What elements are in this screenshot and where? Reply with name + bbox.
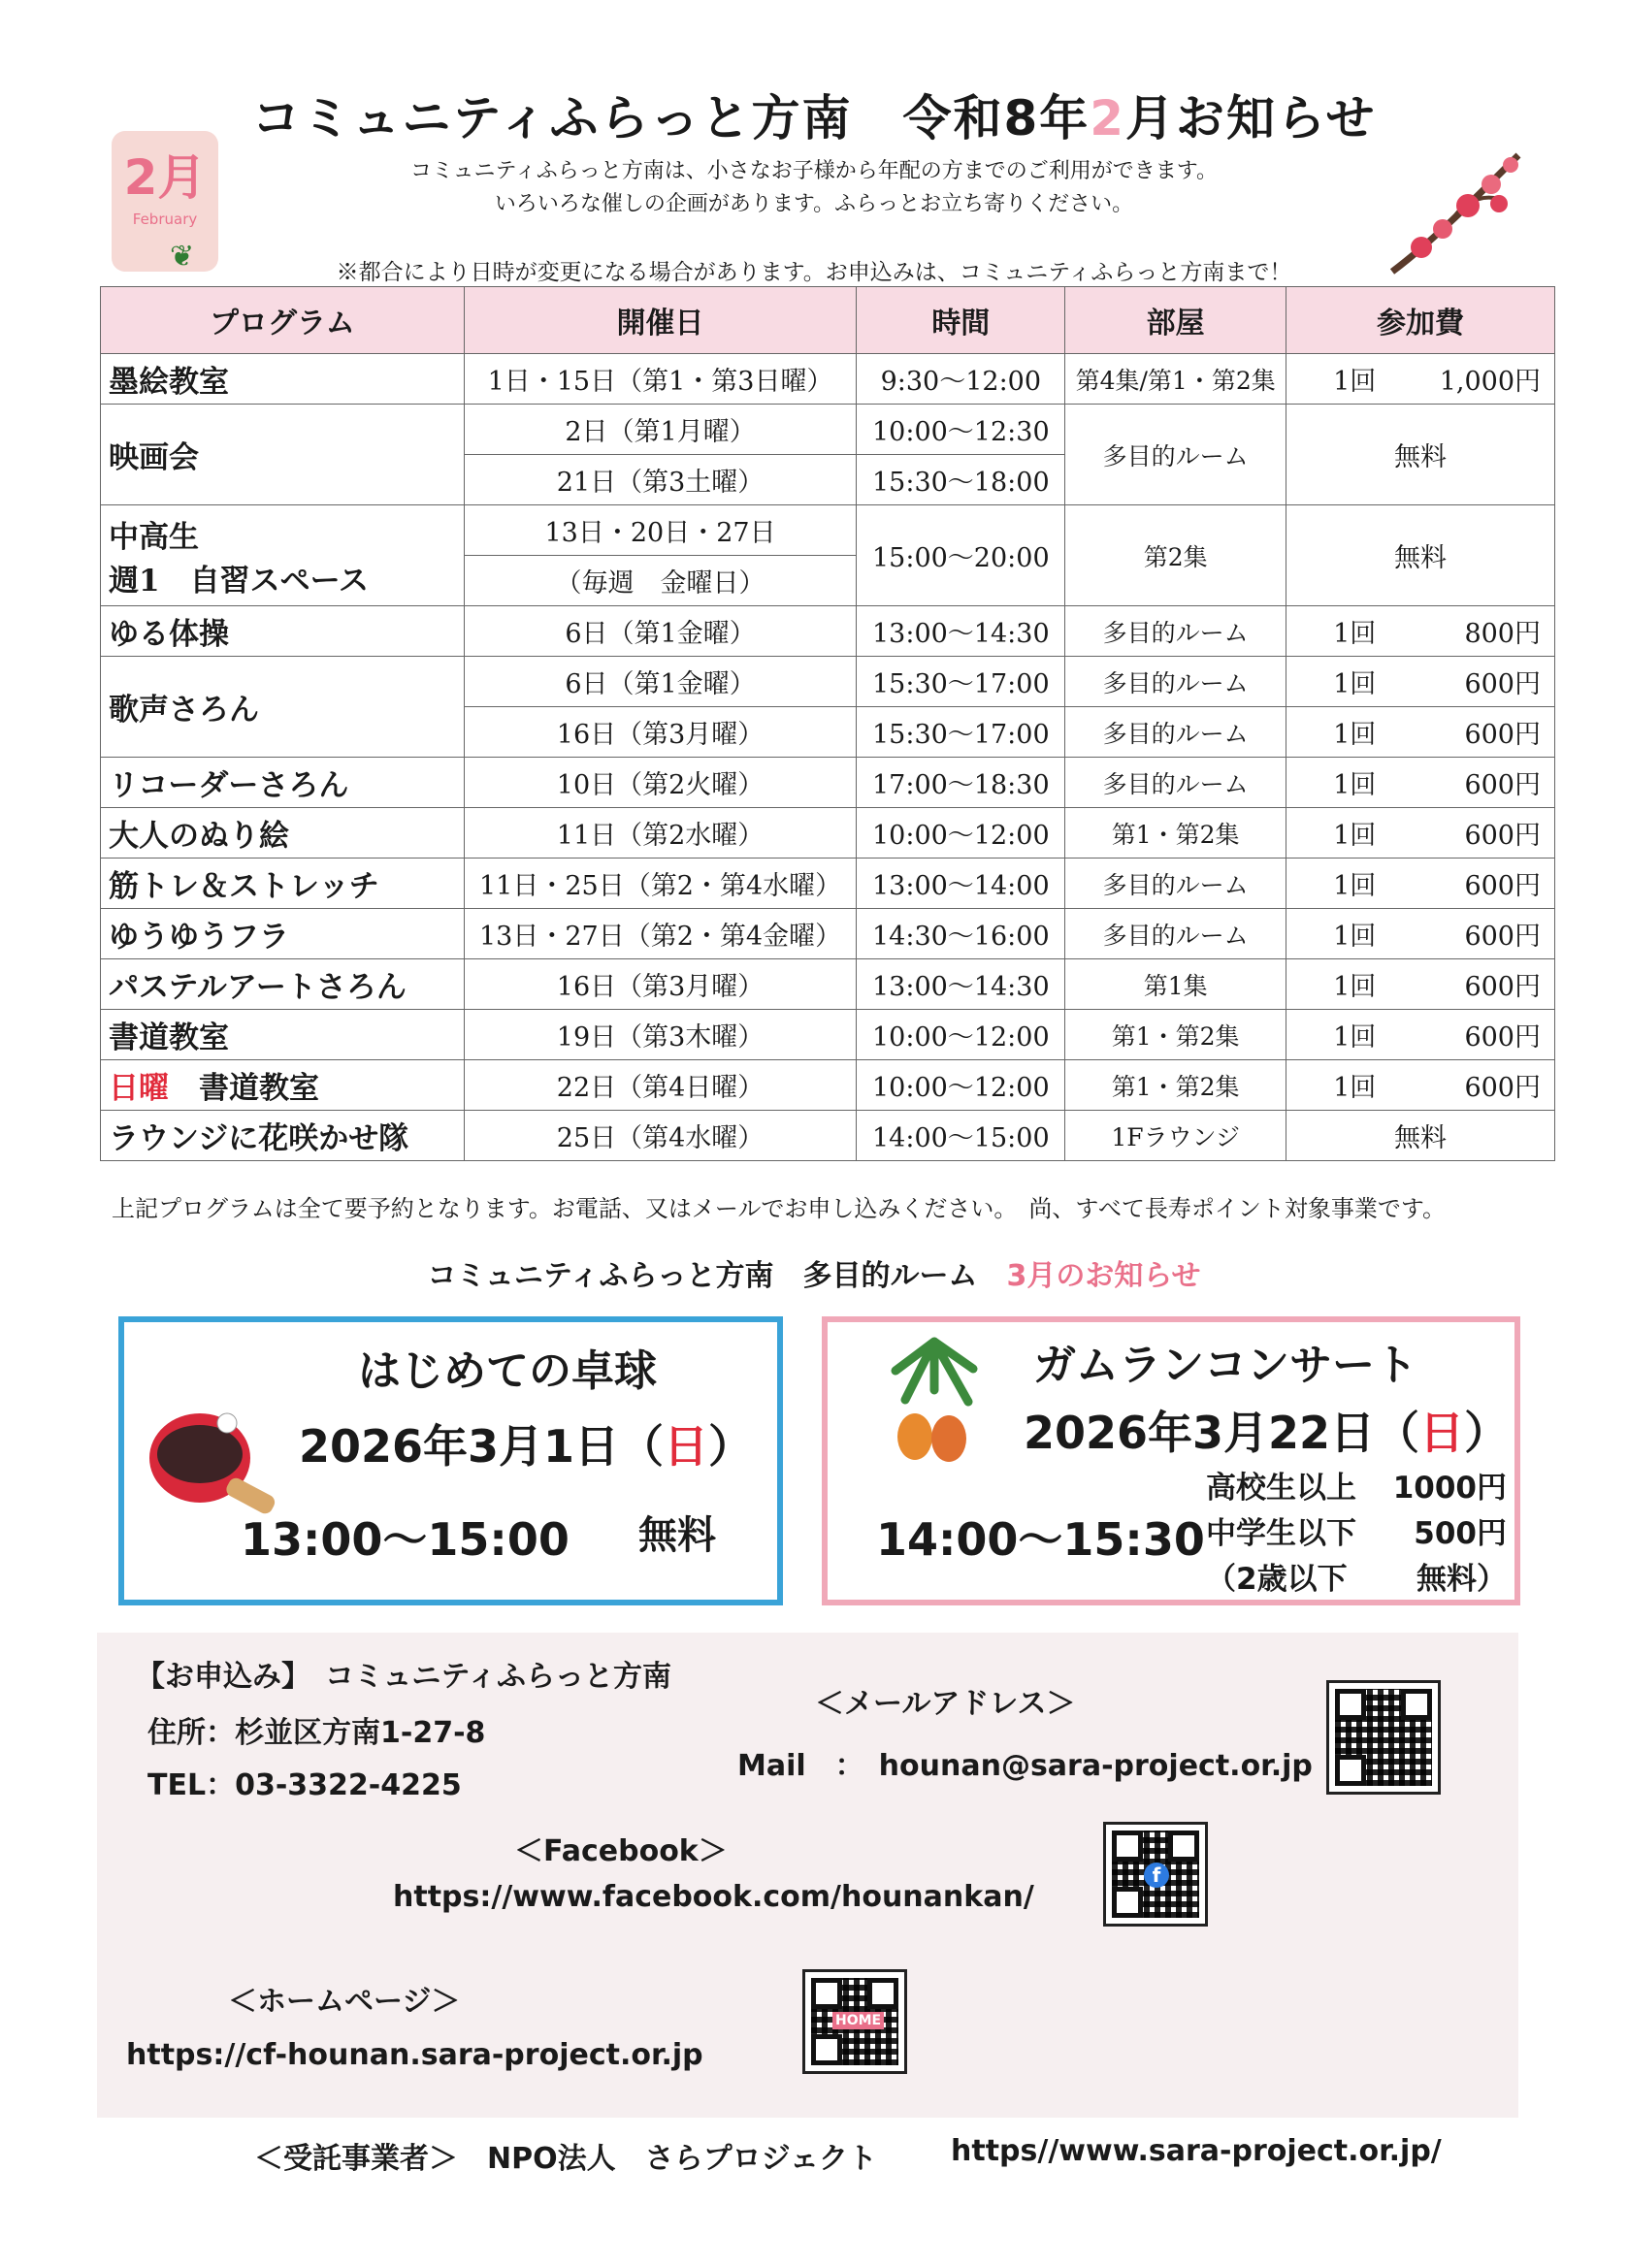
event-table-tennis	[118, 1316, 783, 1605]
facebook-heading: ＜Facebook＞	[514, 1834, 728, 1868]
contact-panel	[97, 1633, 1518, 2118]
table-row: ゆうゆうフラ 13日・27日（第2・第4金曜） 14:30～16:00 多目的ルーム 1回 600円	[101, 909, 1555, 959]
event2-date: 2026年3月22日（日）	[1024, 1407, 1510, 1459]
table-row: パステルアートさろん 16日（第3月曜） 13:00～14:30 第1集 1回 600円	[101, 959, 1555, 1010]
table-row: ゆる体操 6日（第1金曜） 13:00～14:30 多目的ルーム 1回 800円	[101, 606, 1555, 657]
event2-time: 14:00～15:30	[876, 1513, 1205, 1566]
intro-text: コミュニティふらっと方南は、小さなお子様から年配の方までのご利用ができます。 いろいろな催しの企画があります。ふらっとお立ち寄りください。	[409, 159, 1219, 216]
table-row: 書道教室 19日（第3木曜） 10:00～12:00 第1・第2集 1回 600円	[101, 1010, 1555, 1060]
table-row: 映画会 2日（第1月曜） 10:00～12:30 多目的ルーム 無料	[101, 405, 1555, 455]
badge-english: February	[132, 211, 198, 228]
facebook-url[interactable]: https://www.facebook.com/hounankan/	[393, 1880, 1034, 1914]
header-fee: 参加費	[1286, 287, 1555, 354]
event-gamelan-concert	[822, 1316, 1520, 1605]
event2-title: ガムランコンサート	[1033, 1341, 1417, 1390]
march-heading: コミュニティふらっと方南 多目的ルーム 3月のお知らせ	[427, 1259, 1201, 1293]
page-title: コミュニティふらっと方南 令和8年2月お知らせ	[251, 90, 1377, 146]
apply-line: 【お申込み】 コミュニティふらっと方南	[136, 1660, 671, 1694]
mail-heading: ＜メールアドレス＞	[815, 1687, 1076, 1721]
header-room: 部屋	[1065, 287, 1286, 354]
qr-code-mail[interactable]	[1329, 1683, 1438, 1792]
header-date: 開催日	[464, 287, 857, 354]
qr-code-facebook[interactable]	[1106, 1825, 1205, 1924]
table-footnote: 上記プログラムは全て要予約となります。お電話、又はメールでお申し込みください。 尚、すべて長寿ポイント対象事業です。	[112, 1195, 1446, 1222]
homepage-heading: ＜ホームページ＞	[228, 1985, 461, 2019]
event2-fees: 高校生以上 1000円 中学生以下 500円 （2歳以下 無料）	[1206, 1471, 1507, 1597]
program-table	[100, 286, 1555, 1161]
table-row: 歌声さろん 6日（第1金曜） 15:30～17:00 多目的ルーム 1回 600円	[101, 657, 1555, 707]
mail-address[interactable]: Mail ： hounan@sara-project.or.jp	[737, 1749, 1313, 1783]
event1-fee: 無料	[638, 1513, 716, 1558]
badge-month: 2月	[123, 149, 207, 206]
table-row: 21日（第3土曜） 15:30～18:00	[101, 455, 1555, 505]
qr-code-homepage[interactable]	[805, 1972, 904, 2071]
header-time: 時間	[857, 287, 1065, 354]
table-row: 大人のぬり絵 11日（第2水曜） 10:00～12:00 第1・第2集 1回 600円	[101, 808, 1555, 859]
address: 住所：杉並区方南1-27-8	[147, 1716, 486, 1750]
table-row: ラウンジに花咲かせ隊 25日（第4水曜） 14:00～15:00 1Fラウンジ 無料	[101, 1111, 1555, 1161]
notice-text: ※都合により日時が変更になる場合があります。お申込みは、コミュニティふらっと方南まで！	[336, 260, 1292, 285]
event1-title: はじめての卓球	[358, 1346, 657, 1396]
home-label: HOME	[832, 2012, 884, 2029]
event1-date: 2026年3月1日（日）	[299, 1420, 754, 1473]
header-program: プログラム	[101, 287, 465, 354]
table-row: 中高生 週1 自習スペース 13日・20日・27日 15:00～20:00 第2集 無料	[101, 505, 1555, 556]
event1-time: 13:00～15:00	[241, 1513, 570, 1566]
facebook-icon: f	[1144, 1863, 1169, 1888]
table-header-row	[101, 287, 1555, 354]
table-row: 墨絵教室 1日・15日（第1・第3日曜） 9:30～12:00 第4集/第1・第2集 1回 1,000円	[101, 354, 1555, 405]
table-row: 筋トレ＆ストレッチ 11日・25日（第2・第4水曜） 13:00～14:00 多目的ルーム 1回 600円	[101, 859, 1555, 909]
organization-url[interactable]: https//www.sara-project.or.jp/	[951, 2134, 1442, 2168]
table-row: 日曜 書道教室 22日（第4日曜） 10:00～12:00 第1・第2集 1回 600円	[101, 1060, 1555, 1111]
phone-number: TEL：03-3322-4225	[147, 1768, 462, 1802]
table-row: リコーダーさろん 10日（第2火曜） 17:00～18:30 多目的ルーム 1回 600円	[101, 758, 1555, 808]
contractor: ＜受託事業者＞ NPO法人 さらプロジェクト	[254, 2142, 877, 2176]
table-row: （毎週 金曜日）	[101, 556, 1555, 606]
mango-tree-icon	[876, 1332, 993, 1468]
leaf-icon: ❦	[170, 240, 195, 274]
homepage-url[interactable]: https://cf-hounan.sara-project.or.jp	[126, 2038, 703, 2072]
table-row: 16日（第3月曜） 15:30～17:00 多目的ルーム 1回 600円	[101, 707, 1555, 758]
